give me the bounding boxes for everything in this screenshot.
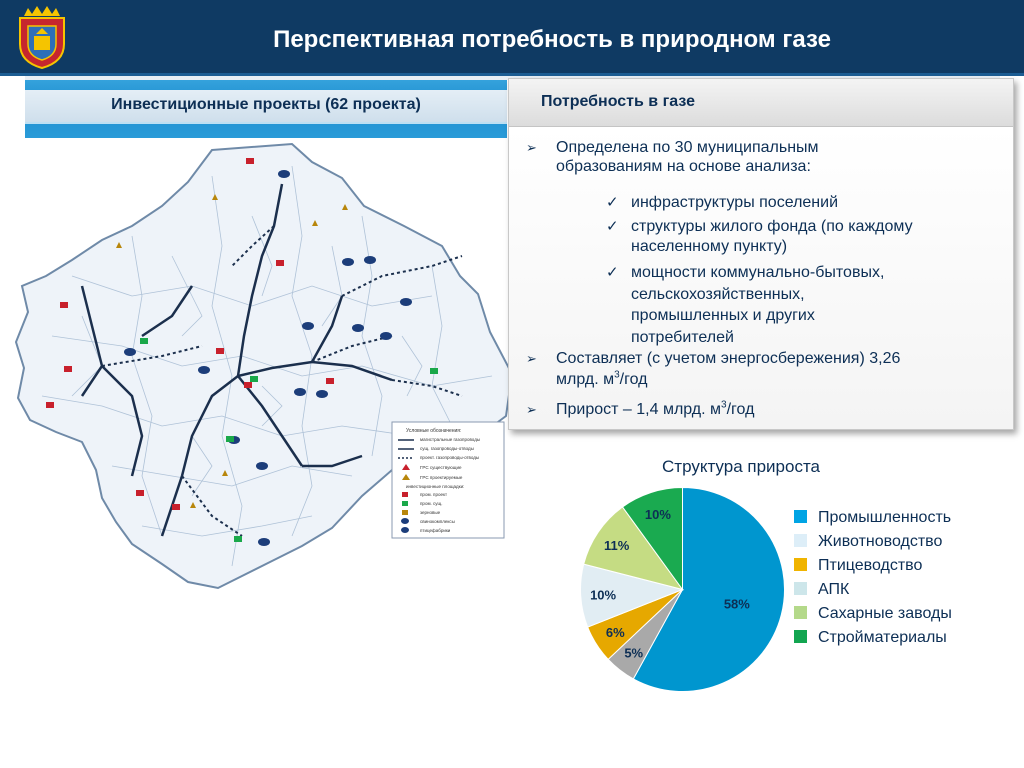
svg-text:пром. сущ.: пром. сущ.: [420, 501, 443, 506]
bullet3: Прирост – 1,4 млрд. $м^3$/год: [556, 399, 755, 418]
check3-line1: мощности коммунально-бытовых,: [631, 264, 885, 281]
pie-chart: [575, 482, 790, 697]
legend-label: Промышленность: [818, 509, 952, 526]
legend-swatch: [794, 534, 807, 547]
legend-swatch: [794, 582, 807, 595]
gas-panel-body: [509, 127, 1013, 429]
check-icon: ✓: [606, 264, 619, 281]
gas-panel-title: Потребность в газе: [541, 93, 695, 110]
page-title: Перспективная потребность в природном газе: [273, 26, 831, 53]
header-bar: [0, 0, 1024, 73]
legend-label: Сахарные заводы: [818, 605, 952, 622]
check-icon: ✓: [606, 218, 619, 235]
legend-label: Стройматериалы: [818, 629, 947, 646]
svg-text:ГРС проектируемые: ГРС проектируемые: [420, 475, 463, 480]
svg-text:пром. проект: пром. проект: [420, 492, 448, 497]
legend-label: АПК: [818, 581, 850, 598]
legend-item: [794, 628, 1014, 652]
gas-demand-panel: [508, 78, 1014, 430]
svg-text:магистральные газопроводы: магистральные газопроводы: [420, 437, 481, 442]
bullet-arrow-icon: ➢: [526, 402, 537, 417]
invest-stripe: [25, 122, 507, 124]
legend-swatch: [794, 606, 807, 619]
pie-slice-label: 58%: [723, 596, 750, 612]
svg-text:проект. газопроводы-отводы: проект. газопроводы-отводы: [420, 455, 480, 460]
invest-banner: [25, 80, 507, 138]
invest-title: Инвестиционные проекты (62 проекта): [111, 96, 421, 113]
check3-line4: потребителей: [631, 329, 734, 346]
invest-banner-inner: [25, 90, 507, 122]
pie-slice-label: 5%: [624, 645, 644, 661]
legend-swatch: [794, 558, 807, 571]
svg-text:ГРС существующие: ГРС существующие: [420, 465, 462, 470]
pie-slice-label: 6%: [605, 625, 625, 641]
coat-of-arms-icon: [14, 4, 70, 70]
bullet1-line1: Определена по 30 муниципальным: [556, 139, 819, 156]
svg-text:инвестиционные площадки:: инвестиционные площадки:: [406, 484, 465, 489]
chart-title: Структура прироста: [662, 457, 820, 476]
bullet1-line2: образованиям на основе анализа:: [556, 158, 811, 175]
gas-panel-header: [509, 79, 1013, 127]
legend-item: [794, 508, 1014, 532]
svg-text:зерновые: зерновые: [420, 510, 441, 515]
bullet2-line1: Составляет (с учетом энергосбережения) 3,26: [556, 350, 901, 367]
chart-legend: [794, 508, 1014, 652]
legend-item: [794, 532, 1014, 556]
legend-item: [794, 604, 1014, 628]
check3-line3: промышленных и других: [631, 307, 815, 324]
pie-slice-label: 10%: [590, 587, 617, 603]
legend-swatch: [794, 510, 807, 523]
pie-slice-label: 10%: [644, 506, 671, 522]
map-legend-title: Условные обозначения:: [406, 428, 462, 434]
legend-label: Птицеводство: [818, 557, 923, 574]
bullet2-line2: млрд. $м^3$/год: [556, 369, 648, 388]
legend-swatch: [794, 630, 807, 643]
bullet-arrow-icon: ➢: [526, 140, 537, 155]
pie-slice-label: 11%: [604, 537, 630, 553]
svg-text:свинокомплексы: свинокомплексы: [420, 519, 455, 524]
region-map: [12, 136, 522, 596]
check2-line2: населенному пункту): [631, 238, 788, 255]
bullet-arrow-icon: ➢: [526, 351, 537, 366]
check2-line1: структуры жилого фонда (по каждому: [631, 218, 913, 235]
legend-item: [794, 580, 1014, 604]
check3-line2: сельскохозяйственных,: [631, 286, 805, 303]
check-icon: ✓: [606, 194, 619, 211]
svg-text:птицефабрики: птицефабрики: [420, 528, 451, 533]
svg-text:сущ. газопроводы-отводы: сущ. газопроводы-отводы: [420, 446, 474, 451]
legend-item: [794, 556, 1014, 580]
check1: инфраструктуры поселений: [631, 194, 839, 211]
legend-label: Животноводство: [818, 533, 943, 550]
